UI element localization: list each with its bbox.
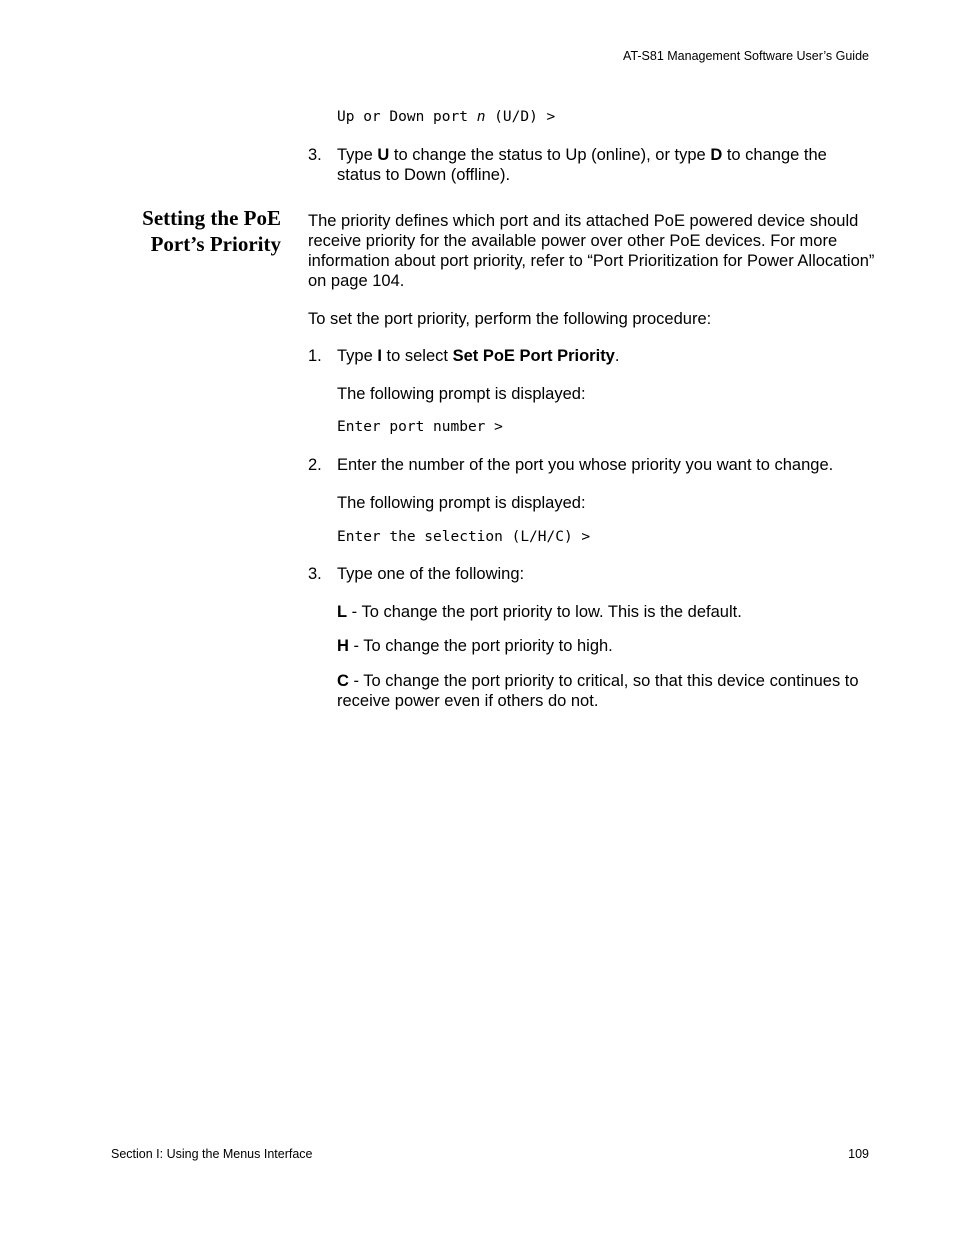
key-i: I xyxy=(377,347,382,365)
key-c: C xyxy=(337,672,349,690)
text-run: - To change the port priority to low. This is the default. xyxy=(347,603,742,621)
text-run: . xyxy=(614,347,620,365)
key-h: H xyxy=(337,637,349,655)
text-run: to change the status to Up (online), or type xyxy=(389,146,711,164)
step-text xyxy=(337,145,867,185)
text-run: Type xyxy=(337,347,378,365)
text-run: - To change the port priority to high. xyxy=(348,637,613,655)
option-low xyxy=(337,602,877,622)
intro-paragraph: The priority defines which port and its attached PoE powered device should receive priority for the available power over other PoE devices. For more information about port priority, refer to “Port Prioritization for Power Allocation” on page 104. xyxy=(308,212,875,290)
heading-line-1: Setting the PoE xyxy=(142,206,281,230)
prompt-suffix: (U/D) > xyxy=(485,109,556,125)
key-u: U xyxy=(377,146,390,164)
heading-line-2: Port’s Priority xyxy=(150,232,281,256)
step-number: 2. xyxy=(308,456,322,474)
key-d: D xyxy=(710,146,723,164)
text-run: Type xyxy=(337,146,378,164)
option-critical xyxy=(337,671,877,711)
code-prompt-port-number: Enter port number > xyxy=(337,419,503,435)
text-run: to select xyxy=(381,347,453,365)
menu-option-name: Set PoE Port Priority xyxy=(452,347,615,365)
step-number: 3. xyxy=(308,146,322,164)
step-number: 1. xyxy=(308,347,322,365)
footer-section-label: Section I: Using the Menus Interface xyxy=(111,1147,313,1161)
running-header: AT-S81 Management Software User’s Guide xyxy=(623,49,869,63)
prompt-prefix: Up or Down port xyxy=(337,109,477,125)
option-high xyxy=(337,636,877,656)
step-number: 3. xyxy=(308,565,322,583)
step-text: Type one of the following: xyxy=(337,565,525,583)
prompt-note: The following prompt is displayed: xyxy=(337,494,586,512)
page-number: 109 xyxy=(848,1147,869,1161)
step-text xyxy=(337,346,877,366)
procedure-intro: To set the port priority, perform the following procedure: xyxy=(308,310,712,328)
text-run: - To change the port priority to critical, so that this device continues to receive power even if others do not. xyxy=(337,672,859,710)
code-prompt-selection: Enter the selection (L/H/C) > xyxy=(337,529,591,545)
code-prompt-up-down xyxy=(337,109,555,125)
key-l: L xyxy=(337,603,348,621)
step-text: Enter the number of the port you whose priority you want to change. xyxy=(337,456,834,474)
prompt-variable: n xyxy=(476,109,486,125)
text-run: to change the status to Down (offline). xyxy=(337,146,827,184)
prompt-note: The following prompt is displayed: xyxy=(337,385,586,403)
section-heading xyxy=(100,205,281,257)
